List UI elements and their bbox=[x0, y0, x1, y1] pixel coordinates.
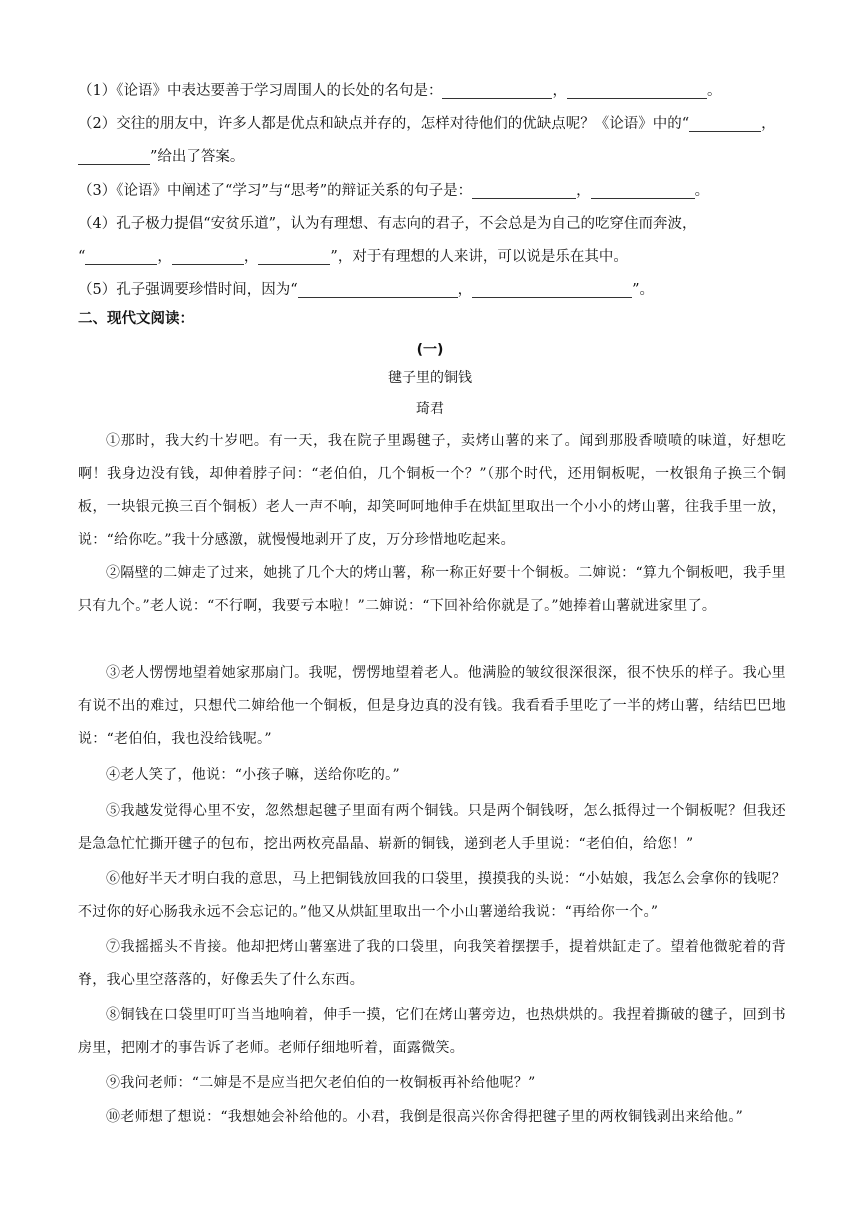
answer-blank[interactable] bbox=[591, 180, 695, 199]
separator: ， bbox=[576, 183, 591, 199]
paragraph-1: ①那时，我大约十岁吧。有一天，我在院子里踢毽子，卖烤山薯的来了。闻到那股香喷喷的味道，好想吃啊！我身边没有钱，却伸着脖子问：“老伯伯，几个铜板一个？”（那个时代，还用铜板呢，一枚银角子换三个铜板，一块银元换三百个铜板）老人一声不响，却笑呵呵地伸手在烘缸里取出一个小小的烤山薯，往我手里一放，说：“给你吃。”我十分感激，就慢慢地剥开了皮，万分珍惜地吃起来。 bbox=[78, 433, 786, 548]
answer-blank[interactable] bbox=[78, 146, 150, 165]
paragraph-3: ③老人愣愣地望着她家那扇门。我呢，愣愣地望着老人。他满脸的皱纹很深很深，很不快乐的样子。我心里有说不出的难过，只想代二婶给他一个铜板，但是身边真的没有钱。我看看手里吃了一半的烤山薯，结结巴巴地说：“老伯伯，我也没给钱呢。” bbox=[78, 665, 786, 747]
separator: ， bbox=[243, 249, 259, 265]
paragraph-5: ⑤我越发觉得心里不安，忽然想起毽子里面有两个铜钱。只是两个铜钱呀，怎么抵得过一个铜板呢？但我还是急急忙忙撕开毽子的包布，挖出两枚亮晶晶、崭新的铜钱，递到老人手里说：“老伯伯，给您！” bbox=[78, 803, 786, 852]
answer-blank[interactable] bbox=[298, 279, 458, 298]
paragraph-2: ②隔壁的二婶走了过来，她挑了几个大的烤山薯，称一称正好要十个铜板。二婶说：“算九个铜板吧，我手里只有九个。”老人说：“不行啊，我要亏本啦！”二婶说：“下回补给你就是了。”她捧着山薯就进家里了。 bbox=[78, 565, 786, 614]
question-3 bbox=[78, 175, 788, 208]
end-punctuation: 。 bbox=[706, 83, 722, 99]
separator: ， bbox=[157, 249, 172, 265]
question-4-ending: ”，对于有理想的人来讲，可以说是乐在其中。 bbox=[330, 249, 628, 265]
answer-blank[interactable] bbox=[689, 113, 761, 132]
separator: ， bbox=[457, 282, 473, 298]
question-4-line-2 bbox=[78, 241, 788, 274]
answer-blank[interactable] bbox=[258, 246, 330, 265]
passage-title: 毽子里的铜钱 bbox=[388, 370, 472, 386]
question-3-text: （3）《论语》中阐述了“学习”与“思考”的辩证关系的句子是： bbox=[78, 183, 473, 199]
answer-blank[interactable] bbox=[85, 246, 157, 265]
paragraph-8: ⑧铜钱在口袋里叮叮当当地响着，伸手一摸，它们在烤山薯旁边，也热烘烘的。我捏着撕破的毽子，回到书房里，把刚才的事告诉了老师。老师仔细地听着，面露微笑。 bbox=[78, 1007, 786, 1056]
separator: ， bbox=[761, 116, 776, 132]
question-4-text: （4）孔子极力提倡“安贫乐道”，认为有理想、有志向的君子，不会总是为自己的吃穿住而奔波， bbox=[78, 216, 697, 232]
paragraph-9: ⑨我问老师：“二婶是不是应当把欠老伯伯的一枚铜板再补给他呢？” bbox=[106, 1075, 536, 1091]
section-title: 二、现代文阅读： bbox=[78, 311, 194, 327]
passage-author: 琦君 bbox=[416, 401, 444, 417]
paragraph-6: ⑥他好半天才明白我的意思，马上把铜钱放回我的口袋里，摸摸我的头说：“小姑娘，我怎么会拿你的钱呢？不过你的好心肠我永远不会忘记的。”他又从烘缸里取出一个小山薯递给我说：“再给你一个。” bbox=[78, 871, 786, 920]
question-2-ending: ”给出了答案。 bbox=[150, 149, 245, 165]
paragraph-4: ④老人笑了，他说：“小孩子嘛，送给你吃的。” bbox=[106, 767, 400, 783]
answer-blank[interactable] bbox=[172, 246, 244, 265]
separator: ， bbox=[552, 83, 567, 99]
question-5 bbox=[78, 274, 788, 307]
answer-blank[interactable] bbox=[567, 80, 707, 99]
passage-number: (一) bbox=[416, 342, 444, 358]
end-punctuation: ”。 bbox=[632, 282, 655, 298]
end-punctuation: 。 bbox=[694, 183, 710, 199]
paragraph-10: ⑩老师想了想说：“我想她会补给他的。小君，我倒是很高兴你舍得把毽子里的两枚铜钱剥出来给他。” bbox=[106, 1109, 744, 1125]
open-quote: “ bbox=[78, 249, 86, 265]
answer-blank[interactable] bbox=[442, 80, 552, 99]
question-2-text: （2）交往的朋友中，许多人都是优点和缺点并存的，怎样对待他们的优缺点呢？《论语》中的“ bbox=[78, 116, 690, 132]
question-4-line-1 bbox=[78, 208, 788, 241]
question-1 bbox=[78, 75, 788, 108]
question-2-line-2 bbox=[78, 141, 788, 174]
answer-blank[interactable] bbox=[472, 180, 576, 199]
answer-blank[interactable] bbox=[472, 279, 632, 298]
question-5-text: （5）孔子强调要珍惜时间，因为“ bbox=[78, 282, 298, 298]
question-2-line-1 bbox=[78, 108, 788, 141]
paragraph-7: ⑦我摇摇头不肯接。他却把烤山薯塞进了我的口袋里，向我笑着摆摆手，提着烘缸走了。望着他微驼着的背脊，我心里空落落的，好像丢失了什么东西。 bbox=[78, 939, 786, 988]
question-1-text: （1）《论语》中表达要善于学习周围人的长处的名句是： bbox=[78, 83, 443, 99]
